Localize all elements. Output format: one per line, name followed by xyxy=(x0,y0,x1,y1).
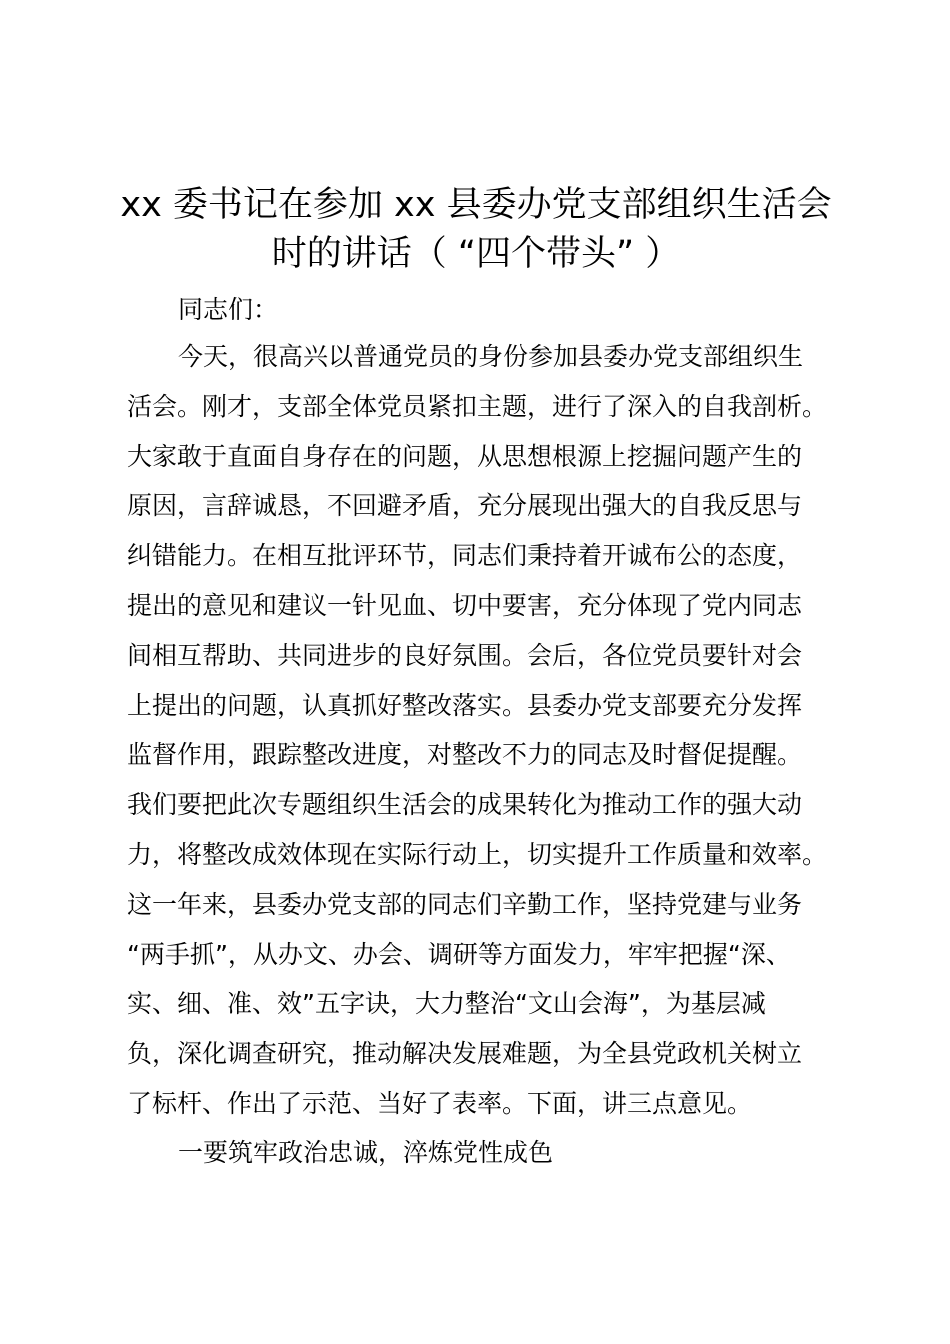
title-line-2: 时的讲话（ “四个带头” ） xyxy=(271,234,681,274)
paragraph-line: 活会。刚才，支部全体党员紧扣主题，进行了深入的自我剖析。 xyxy=(127,391,828,421)
document-title xyxy=(120,181,832,279)
paragraph-line: 原因，言辞诚恳，不回避矛盾，充分展现出强大的自我反思与 xyxy=(127,491,803,521)
paragraph-line: 实、细、准、效”五字诀，大力整治“文山会海”，为基层减 xyxy=(127,989,766,1019)
section-heading-1: 一要筑牢政治忠诚，淬炼党性成色 xyxy=(178,1138,554,1167)
paragraph-line: 间相互帮助、共同进步的良好氛围。会后，各位党员要针对会 xyxy=(127,640,803,670)
paragraph-line: 我们要把此次专题组织生活会的成果转化为推动工作的强大动 xyxy=(127,790,803,820)
paragraph-line: “两手抓”，从办文、办会、调研等方面发力，牢牢把握“深、 xyxy=(127,939,791,969)
paragraph-line: 纠错能力。在相互批评环节，同志们秉持着开诚布公的态度， xyxy=(127,541,803,571)
paragraph-line: 负，深化调查研究，推动解决发展难题，为全县党政机关树立 xyxy=(127,1039,803,1069)
paragraph-line: 监督作用，跟踪整改进度，对整改不力的同志及时督促提醒。 xyxy=(127,740,803,770)
paragraph-line: 大家敢于直面自身存在的问题，从思想根源上挖掘问题产生的 xyxy=(127,441,803,471)
paragraph-line: 力，将整改成效体现在实际行动上，切实提升工作质量和效率。 xyxy=(127,839,828,869)
paragraph-line: 了标杆、作出了示范、当好了表率。下面，讲三点意见。 xyxy=(127,1088,753,1118)
paragraph-line: 提出的意见和建议一针见血、切中要害，充分体现了党内同志 xyxy=(127,590,803,620)
title-line-1: xx 委书记在参加 xx 县委办党支部组织生活会 xyxy=(120,185,832,225)
paragraph-line: 上提出的问题，认真抓好整改落实。县委办党支部要充分发挥 xyxy=(127,690,803,720)
paragraph-line: 今天，很高兴以普通党员的身份参加县委办党支部组织生 xyxy=(178,342,804,371)
body-paragraph xyxy=(127,332,833,1129)
paragraph-line: 这一年来，县委办党支部的同志们辛勤工作，坚持党建与业务 xyxy=(127,889,803,919)
salutation: 同志们： xyxy=(178,295,279,324)
